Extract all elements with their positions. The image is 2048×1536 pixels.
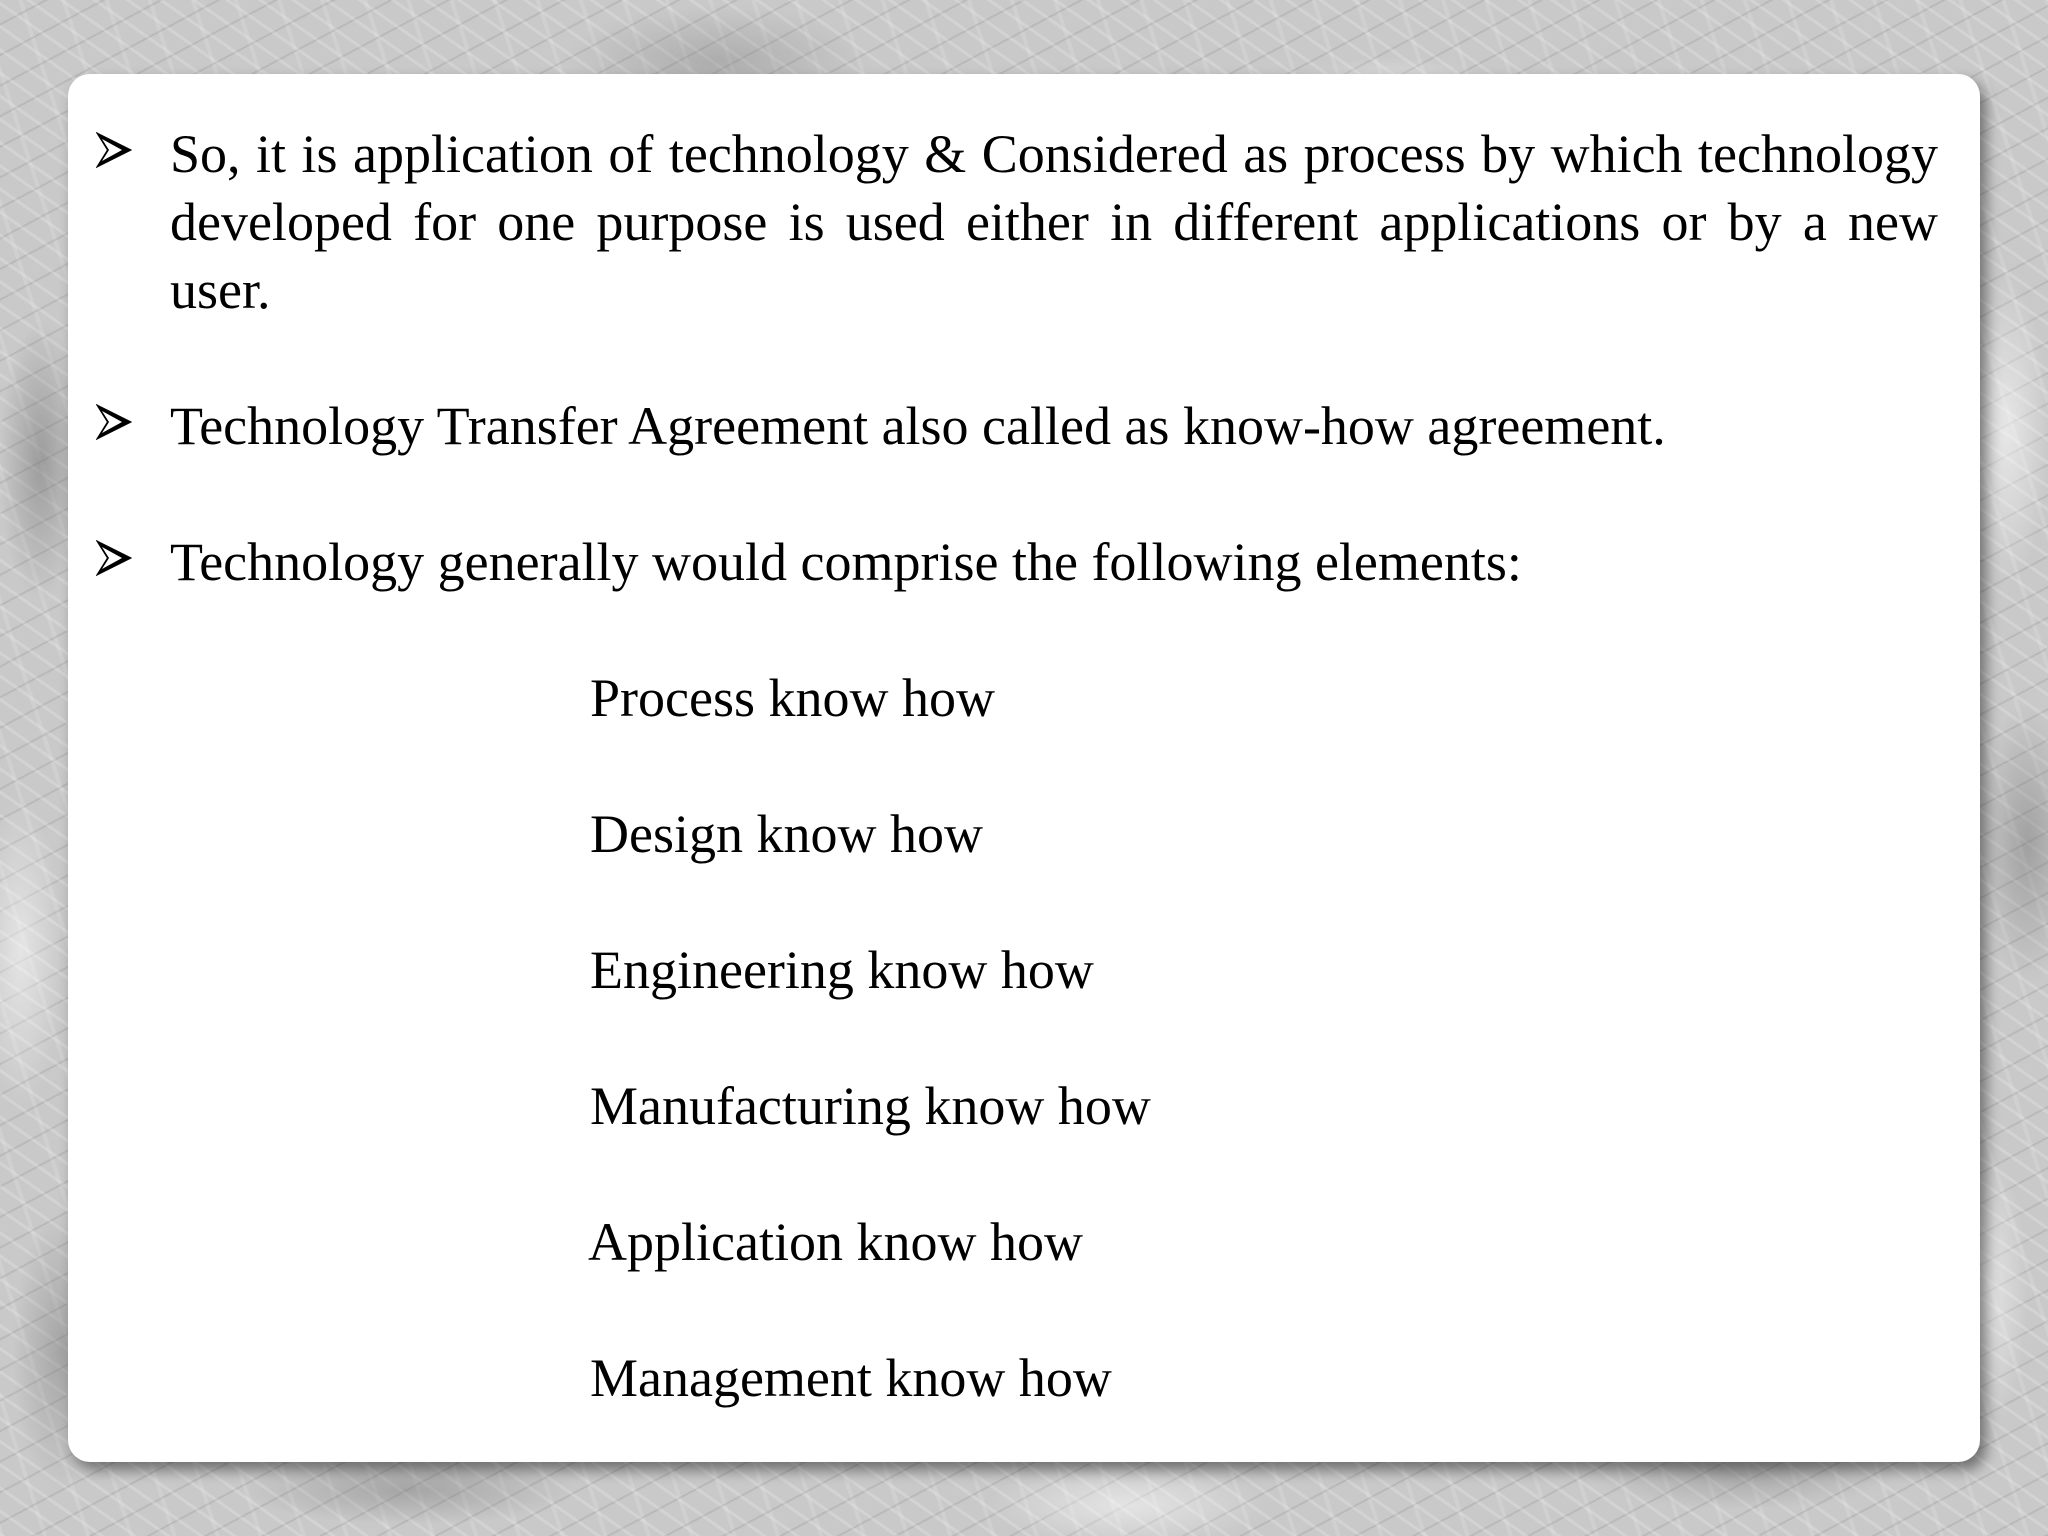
- bullet-text: Technology generally would comprise the following elements:: [170, 532, 1522, 592]
- element-management: Management know how: [590, 1348, 1112, 1408]
- bullet-text: Technology Transfer Agreement also called as know-how agreement.: [170, 396, 1666, 456]
- element-process: Process know how: [590, 668, 995, 728]
- arrowhead-bullet-icon: [96, 540, 132, 576]
- arrowhead-bullet-icon: [96, 132, 132, 168]
- element-application: Application know how: [588, 1212, 1083, 1272]
- arrowhead-bullet-icon: [96, 404, 132, 440]
- bullet-text: So, it is application of technology & Considered as process by which technology developed for one purpose is used either in different applications or by a new user.: [170, 124, 1938, 320]
- element-engineering: Engineering know how: [590, 940, 1094, 1000]
- element-design: Design know how: [590, 804, 983, 864]
- slide-content-panel: [68, 74, 1980, 1462]
- element-manufacturing: Manufacturing know how: [590, 1076, 1151, 1136]
